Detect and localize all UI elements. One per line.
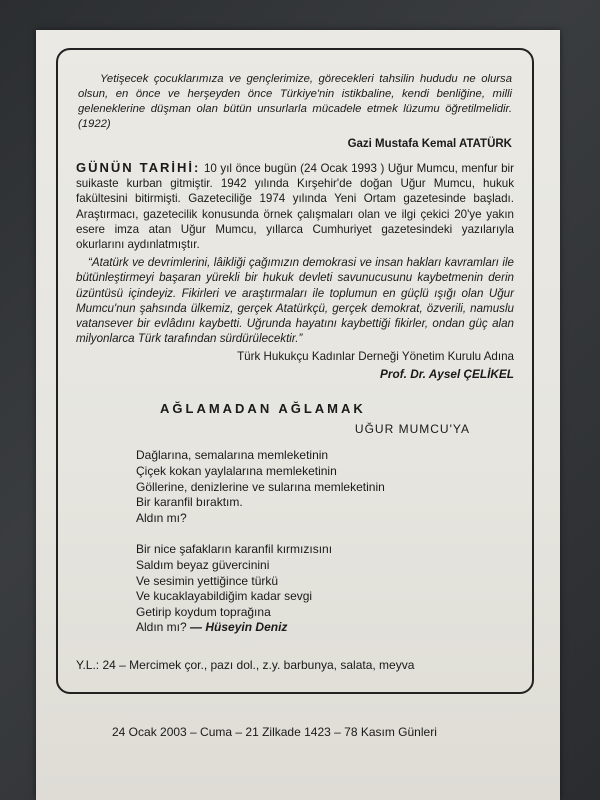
poem-line: Ve kucaklayabildiğim kadar sevgi xyxy=(136,589,313,604)
poem-line: Çiçek kokan yaylalarına memleketinin xyxy=(136,464,337,479)
poem-title: AĞLAMADAN AĞLAMAK xyxy=(160,401,366,417)
poem-last-line xyxy=(136,620,520,636)
association-quote xyxy=(76,255,514,346)
signatory-name: Prof. Dr. Aysel ÇELİKEL xyxy=(380,367,514,382)
poem-line: Bir nice şafakların karanfil kırmızısını xyxy=(136,542,333,557)
poem-line: Bir karanfil bıraktım. xyxy=(136,495,243,510)
poem-author: — Hüseyin Deniz xyxy=(190,620,288,635)
ataturk-quote xyxy=(78,72,512,132)
poem-line: Saldım beyaz güvercinini xyxy=(136,558,270,572)
poem-line: Ve sesimin yettiğince türkü xyxy=(136,573,279,588)
poem-line: Aldın mı? xyxy=(136,620,187,635)
association-quote-text: “Atatürk ve devrimlerini, lâikliği çağımızın demokrasi ve insan hakları kavramları ile bütünleştirmeyi başaran yürekli bir hukuk devleti savunucusunu kaybetmenin derin üzüntüsü içindeyiz. Fikirleri ve araştırmaları ile toplumun en güçlü ışığı olan Uğur Mumcu'nun şahsında ülkemiz, gerçek Atatürkçü, gerçek demokrat, özverili, namuslu vatansever bir evlâdını kaybetti. Uğrunda hayatını kaybettiği fikirler, ondan güç alan milyonlarca Türk tarafından sürdürülecektir.” xyxy=(76,256,514,346)
poem-stanza-1 xyxy=(136,448,520,526)
association-name: Türk Hukukçu Kadınlar Derneği Yönetim Kurulu Adına xyxy=(237,350,514,364)
poem-line: Aldın mı? xyxy=(136,510,187,525)
day-of-history-heading: GÜNÜN TARİHİ: xyxy=(76,160,201,175)
poem-line: Getirip koydum toprağına xyxy=(136,604,271,619)
ataturk-signature: Gazi Mustafa Kemal ATATÜRK xyxy=(347,138,512,150)
day-of-history-body: 10 yıl önce bugün (24 Ocak 1993 ) Uğur Mumcu, menfur bir suikaste kurban gitmiştir. 1942 yılında Kırşehir'de doğan Uğur Mumcu, hukuk fakültesini bitirmişti. Gazeteciliğe 1974 yılında Yeni Ortam gazetesinde başladı. Araştırmacı, gazetecilik konusunda örnek çalışmaları olan ve ilgi çekici 20'ye yakın esere imza atan Uğur Mumcu, yıllarca Cumhuriyet gazetesindeki yazılarıyla okurlarını aydınlatmıştır. xyxy=(76,162,514,252)
poem-dedication: UĞUR MUMCU'YA xyxy=(354,422,470,437)
ataturk-quote-text: Yetişecek çocuklarımıza ve gençlerimize, görecekleri tahsilin hududu ne olursa olsun, en önce ve herşeyden önce Türkiye'nin istikbaline, kendi benliğine, milli geleneklerine düşman olan bütün unsurlarla mücadele etmek lüzumu öğretilmelidir. (1922) xyxy=(78,73,512,130)
poem-line: Dağlarına, semalarına memleketinin xyxy=(136,448,329,463)
content-frame xyxy=(56,48,534,694)
date-footer: 24 Ocak 2003 – Cuma – 21 Zilkade 1423 – 78 Kasım Günleri xyxy=(112,725,437,739)
day-of-history xyxy=(76,160,514,252)
menu-line: Y.L.: 24 – Mercimek çor., pazı dol., z.y. barbunya, salata, meyva xyxy=(76,657,415,672)
poem-stanza-2 xyxy=(136,542,520,636)
poem-line: Göllerine, denizlerine ve sularına memleketinin xyxy=(136,479,385,494)
